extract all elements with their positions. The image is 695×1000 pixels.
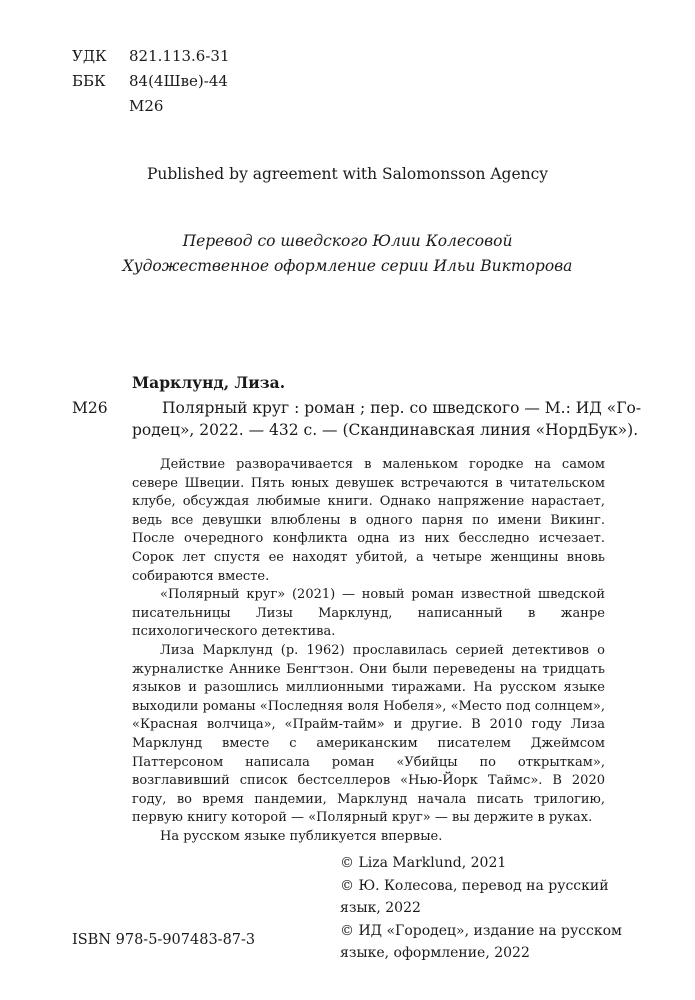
catalog-entry-line1: Полярный круг : роман ; пер. со шведского — М.: ИД «Го- [162,399,642,417]
annotation-paragraph: Действие разворачивается в маленьком городке на самом севере Швеции. Пять юных девушек встречаются в читательском клубе, обсуждая любимые книги. Однако напряжение нарастает, ведь все девушки влюблены в одного парня по имени Викинг. После очередного конфликта одна из них бесследно исчезает. Сорок лет спустя ее находят убитой, а четыре женщины вновь собираются вместе. [132,457,605,584]
translation-credit: Перевод со шведского Юлии Колесовой [182,232,513,250]
copyright-line: © ИД «Городец», издание на русском [340,922,622,939]
annotation-paragraph: «Полярный круг» (2021) — новый роман известной шведской писательницы Лизы Марклунд, написанный в жанре психологического детектива. [132,587,605,640]
udk-value: 821.113.6-31 [129,47,230,65]
copyright-line: языке, оформление, 2022 [340,945,530,961]
isbn: ISBN 978-5-907483-87-3 [72,932,256,948]
copyright-line: © Liza Marklund, 2021 [340,855,507,871]
copyright-line: язык, 2022 [340,900,421,916]
annotation [132,456,605,846]
author-heading: Марклунд, Лиза. [132,373,286,392]
classification-block [72,44,292,120]
bbk-value: 84(4Шве)-44 [129,72,228,90]
udk-label: УДК [72,47,107,65]
catalog-entry-line2: родец», 2022. — 432 с. — (Скандинавская линия «НордБук»). [132,421,639,439]
copyright-line: © Ю. Колесова, перевод на русский [340,877,609,894]
design-credit: Художественное оформление серии Ильи Викторова [122,257,573,275]
copyright-block [340,852,622,965]
catalog-mark: М26 [72,399,108,417]
annotation-paragraph: Лиза Марклунд (р. 1962) прославилась серией детективов о журналистке Аннике Бенгтзон. Они были переведены на тридцать языков и разошлись миллионными тиражами. На русском языке выходили романы «Последняя воля Нобеля», «Место под солнцем», «Красная волчица», «Прайм-тайм» и другие. В 2010 году Лиза Марклунд вместе с американским писателем Джеймсом Паттерсоном написала роман «Убийцы по открыткам», возглавивший список бестселлеров «Нью-Йорк Таймс». В 2020 году, во время пандемии, Марклунд начала писать трилогию, первую книгу которой — «Полярный круг» — вы держите в руках. [132,642,605,826]
publisher-note: Published by agreement with Salomonsson Agency [146,165,549,183]
annotation-paragraph: На русском языке публикуется впервые. [160,828,443,844]
bbk-label: ББК [72,72,106,90]
author-mark: М26 [129,97,164,115]
